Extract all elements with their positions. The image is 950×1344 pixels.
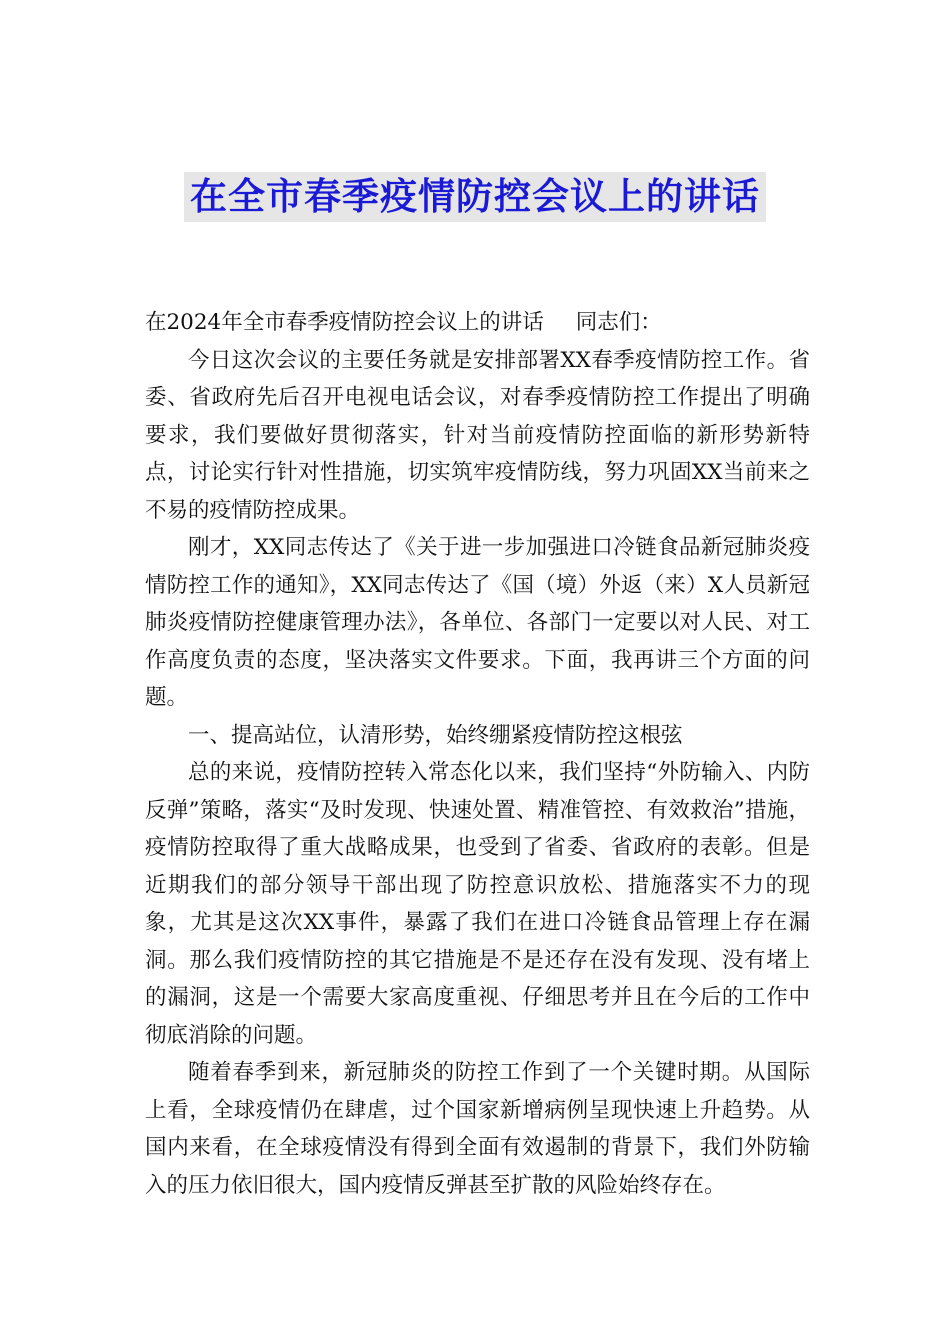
salutation: 同志们：	[575, 310, 662, 335]
document-body	[145, 304, 810, 1204]
document-title: 在全市春季疫情防控会议上的讲话	[184, 172, 766, 222]
paragraph-2: 刚才，XX同志传达了《关于进一步加强进口冷链食品新冠肺炎疫情防控工作的通知》，XX同志传达了《国（境）外返（来）X人员新冠肺炎疫情防控健康管理办法》，各单位、各部门一定要以对人民、对工作高度负责的态度，坚决落实文件要求。下面，我再讲三个方面的问题。	[145, 535, 810, 710]
intro-heading: 在2024年全市春季疫情防控会议上的讲话	[145, 310, 544, 335]
section-heading-1: 一、提高站位，认清形势，始终绷紧疫情防控这根弦	[188, 722, 683, 748]
paragraph-3: 总的来说，疫情防控转入常态化以来，我们坚持“外防输入、内防反弹”策略，落实“及时发现、快速处置、精准管控、有效救治”措施，疫情防控取得了重大战略成果，也受到了省委、省政府的表彰。但是近期我们的部分领导干部出现了防控意识放松、措施落实不力的现象，尤其是这次XX事件，暴露了我们在进口冷链食品管理上存在漏洞。那么我们疫情防控的其它措施是不是还存在没有发现、没有堵上的漏洞，这是一个需要大家高度重视、仔细思考并且在今后的工作中彻底消除的问题。	[145, 760, 810, 1048]
intro-line	[145, 304, 810, 342]
paragraph-1: 今日这次会议的主要任务就是安排部署XX春季疫情防控工作。省委、省政府先后召开电视电话会议，对春季疫情防控工作提出了明确要求，我们要做好贯彻落实，针对当前疫情防控面临的新形势新特点，讨论实行针对性措施，切实筑牢疫情防线，努力巩固XX当前来之不易的疫情防控成果。	[145, 347, 810, 523]
paragraph-4: 随着春季到来，新冠肺炎的防控工作到了一个关键时期。从国际上看，全球疫情仍在肆虐，过个国家新增病例呈现快速上升趋势。从国内来看，在全球疫情没有得到全面有效遏制的背景下，我们外防输入的压力依旧很大，国内疫情反弹甚至扩散的风险始终存在。	[145, 1060, 810, 1198]
title-container	[0, 172, 950, 222]
